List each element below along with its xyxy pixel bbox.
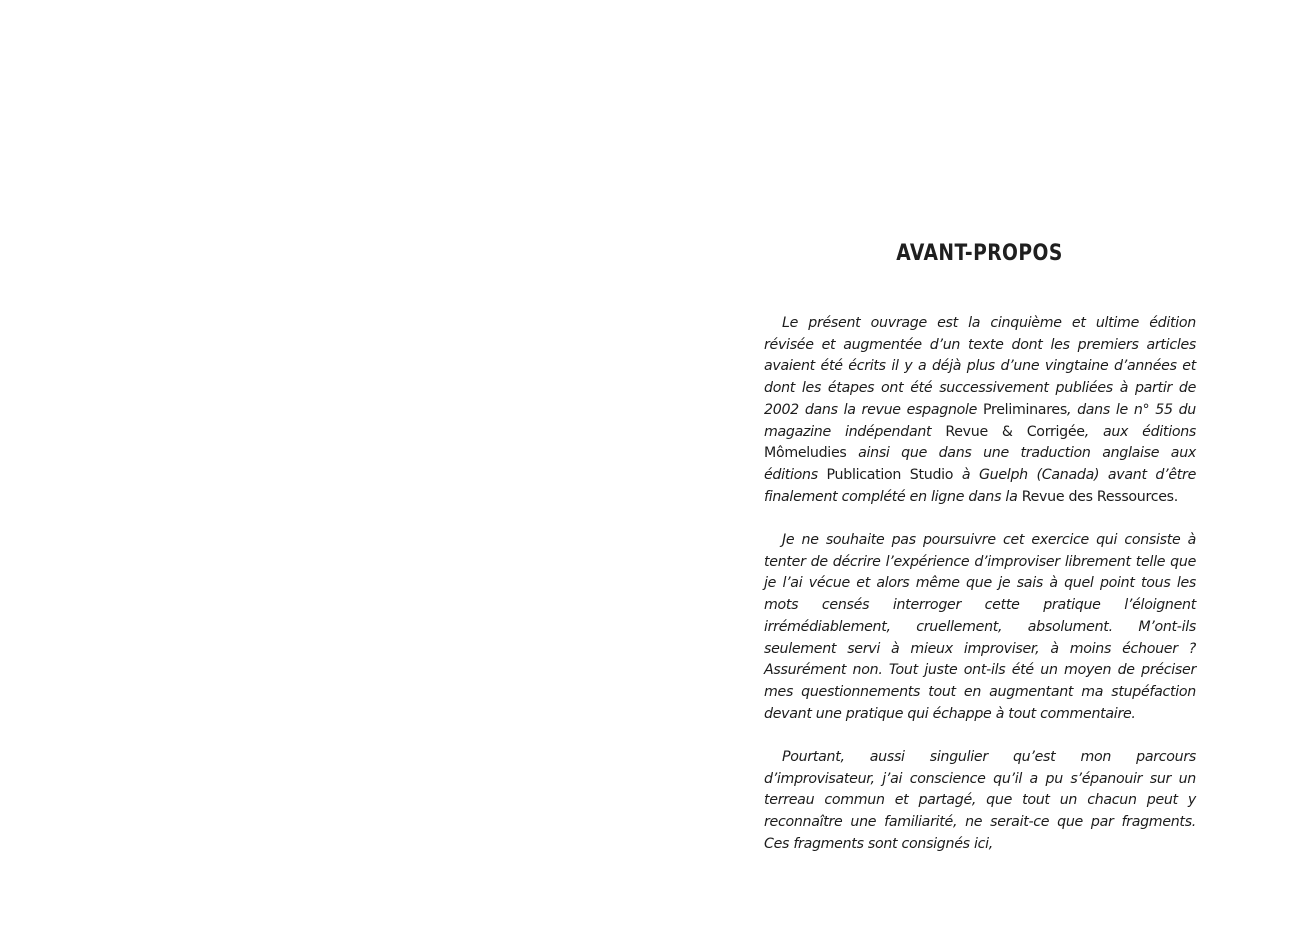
paragraph (764, 313, 1196, 508)
text-span-italic: , aux éditions (1084, 423, 1196, 440)
right-page (653, 0, 1306, 949)
text-span-italic: , dans le n° 55 du magazine indépendant (764, 401, 1196, 440)
text-span-italic: Pourtant, aussi singulier qu’est mon parcours d’improvisateur, j’ai conscience qu’il a pu s’épanouir sur un terreau commun et partagé, que tout un chacun peut y reconnaître une familiarité, ne serait-ce que par fragments. Ces fragments sont consignés ici, (764, 749, 1196, 852)
text-span-roman: Publication Studio (826, 466, 954, 483)
text-span-roman: Mômeludies (764, 445, 847, 462)
paragraph (764, 747, 1196, 856)
body-text (764, 313, 1196, 877)
text-span-roman: Revue & Corrigée (945, 423, 1085, 440)
chapter-title: AVANT-PROPOS (896, 241, 1063, 266)
text-span-roman: Revue des Ressources (1021, 488, 1174, 505)
text-span-roman: Preliminares (983, 401, 1067, 418)
text-span-italic: à Guelph (Canada) avant d’être finalement complété en ligne dans la (764, 466, 1196, 505)
paragraph (764, 530, 1196, 725)
text-span-roman: . (1173, 488, 1178, 505)
text-span-italic: Je ne souhaite pas poursuivre cet exercice qui consiste à tenter de décrire l’expérience d’improviser librement telle que je l’ai vécue et alors même que je sais à quel point tous les mots censés interroger cette pratique l’éloignent irrémédiablement, cruellement, absolument. M’ont-ils seulement servi à mieux improviser, à moins échouer ? Assurément non. Tout juste ont-ils été un moyen de préciser mes questionnements tout en augmentant ma stupéfaction devant une pratique qui échappe à tout commentaire. (764, 532, 1196, 722)
text-span-italic: Le présent ouvrage est la cinquième et ultime édition révisée et augmentée d’un texte dont les premiers articles avaient été écrits il y a déjà plus d’une vingtaine d’années et dont les étapes ont été successivement publiées à partir de 2002 dans la revue espagnole (764, 315, 1196, 418)
text-span-italic: ainsi que dans une traduction anglaise aux éditions (764, 445, 1196, 483)
